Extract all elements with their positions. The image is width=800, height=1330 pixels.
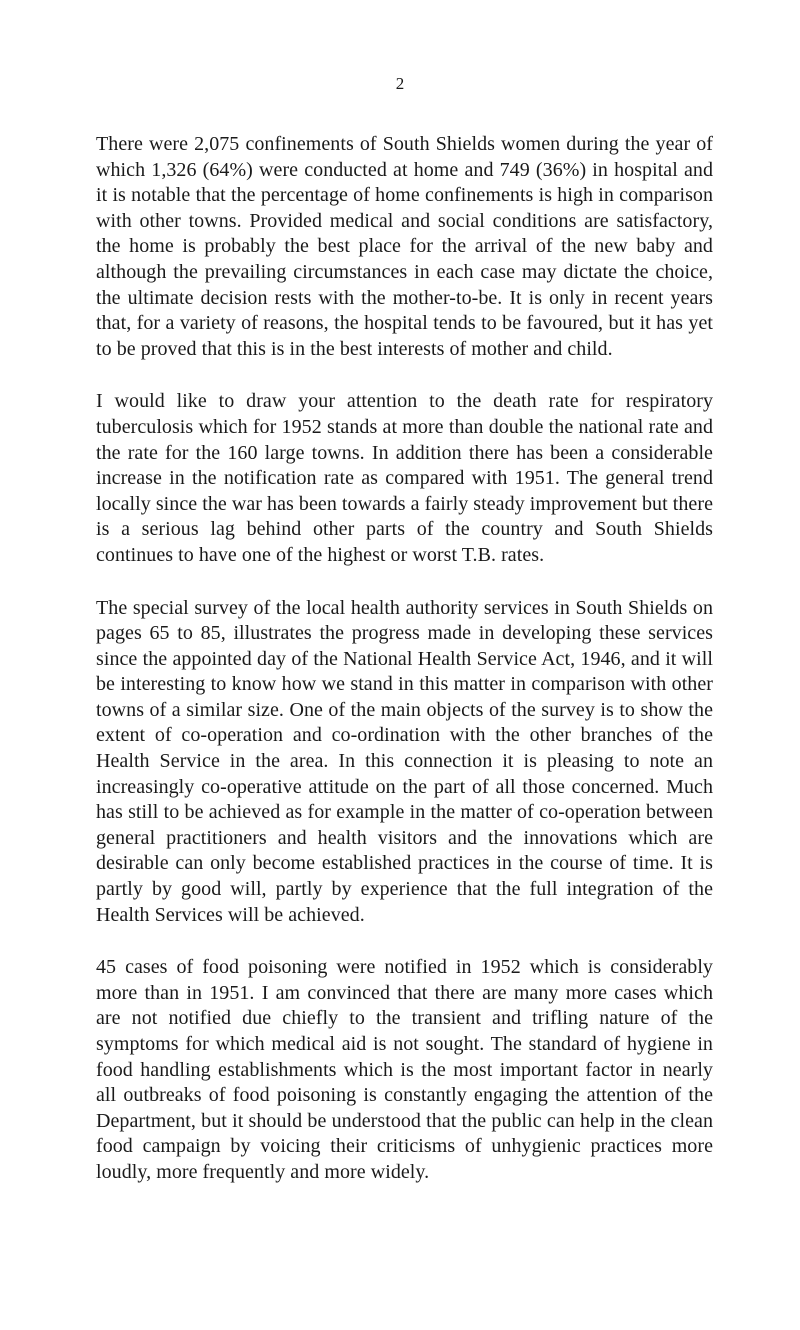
document-body <box>96 132 713 1186</box>
paragraph-health-survey: The special survey of the local health authority services in South Shields on pages 65 to 85, illustrates the progress made in developing these services since the appointed day of the National Health Service Act, 1946, and it will be interesting to know how we stand in this matter in comparison with other towns of a similar size. One of the main objects of the survey is to show the extent of co-operation and co-ordination with the other branches of the Health Service in the area. In this connection it is pleasing to note an increasingly co-operative attitude on the part of all those concerned. Much has still to be achieved as for example in the matter of co-operation between general practitioners and health visitors and the innovations which are desirable can only become established practices in the course of time. It is partly by good will, partly by experience that the full integration of the Health Services will be achieved. <box>96 596 713 926</box>
paragraph-confinements: There were 2,075 confinements of South Shields women during the year of which 1,326 (64%) were conducted at home and 749 (36%) in hospital and it is notable that the percentage of home confinements is high in comparison with other towns. Provided medical and social conditions are satisfactory, the home is probably the best place for the arrival of the new baby and although the prevailing circumstances in each case may dictate the choice, the ultimate decision rests with the mother-to-be. It is only in recent years that, for a variety of reasons, the hospital tends to be favoured, but it has yet to be proved that this is in the best interests of mother and child. <box>96 133 713 360</box>
paragraph-tuberculosis: I would like to draw your attention to the death rate for respiratory tuberculosis which for 1952 stands at more than double the national rate and the rate for the 160 large towns. In addition there has been a considerable increase in the notification rate as compared with 1951. The general trend locally since the war has been towards a fairly steady improvement but there is a serious lag behind other parts of the country and South Shields continues to have one of the highest or worst T.B. rates. <box>96 390 713 566</box>
paragraph-food-poisoning: 45 cases of food poisoning were notified in 1952 which is considerably more than in 1951. I am convinced that there are many more cases which are not notified due chiefly to the transient and trifling nature of the symptoms for which medical aid is not sought. The standard of hygiene in food handling establishments which is the most important factor in nearly all outbreaks of food poisoning is constantly engaging the attention of the Department, but it should be understood that the public can help in the clean food campaign by voicing their criticisms of unhygienic practices more loudly, more frequently and more widely. <box>96 956 713 1183</box>
page-number: 2 <box>395 74 405 93</box>
